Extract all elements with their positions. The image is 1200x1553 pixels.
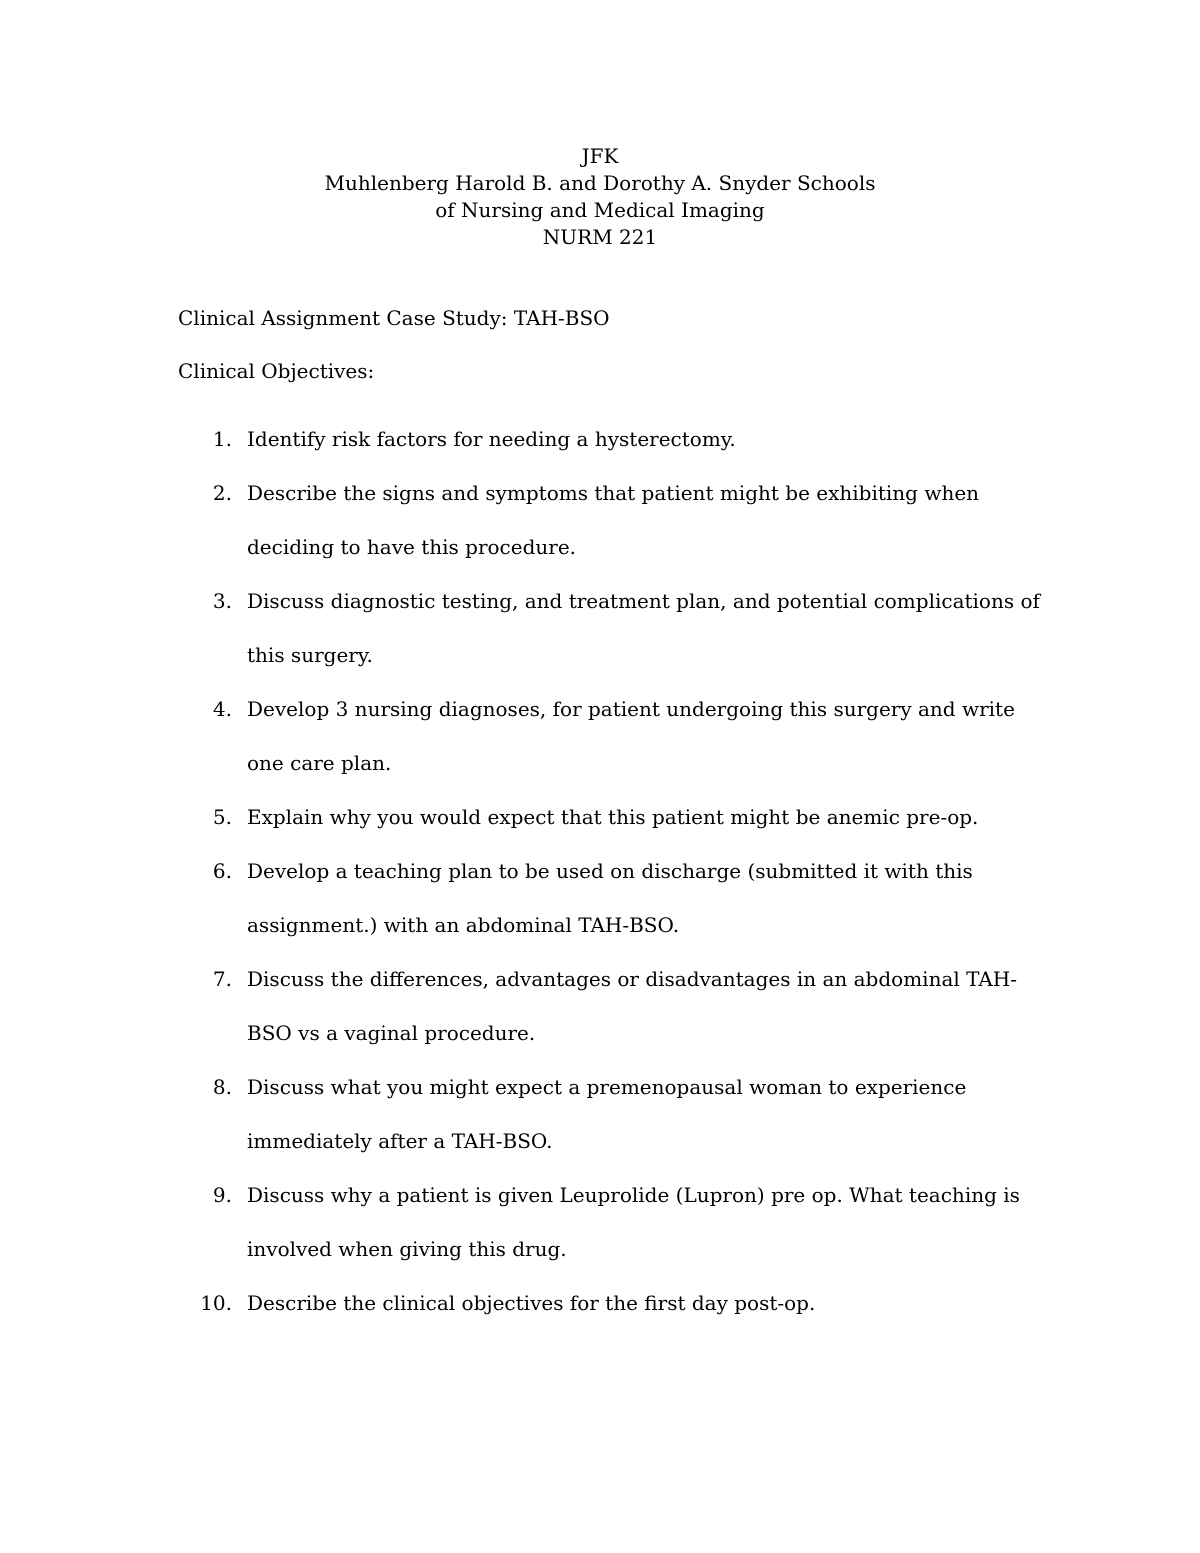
objective-item [178,790,1038,844]
objective-line: one care plan. [247,751,392,775]
objective-item [178,1168,1038,1276]
objective-item [178,952,1038,1060]
objective-line: involved when giving this drug. [247,1237,567,1261]
objective-item [178,1276,1038,1330]
objective-number: 9. [212,1183,232,1207]
objective-item [178,682,1038,790]
objective-line: this surgery. [247,643,373,667]
objective-line: Describe the clinical objectives for the first day post-op. [247,1291,816,1315]
objective-line: deciding to have this procedure. [247,535,577,559]
objective-line: Discuss what you might expect a premenopausal woman to experience [247,1075,967,1099]
objective-number: 10. [200,1291,232,1315]
objectives-heading: Clinical Objectives: [178,359,375,383]
objective-number: 8. [212,1075,232,1099]
header-course-code: NURM 221 [542,225,658,249]
objectives-list [178,412,1038,1330]
objective-item [178,466,1038,574]
objective-line: BSO vs a vaginal procedure. [247,1021,536,1045]
objective-number: 1. [212,427,232,451]
objective-number: 5. [212,805,232,829]
objective-number: 2. [212,481,232,505]
header-school-department: of Nursing and Medical Imaging [435,198,765,222]
header-institution: JFK [581,144,619,168]
objective-line: Identify risk factors for needing a hysterectomy. [247,427,736,451]
objective-line: assignment.) with an abdominal TAH-BSO. [247,913,680,937]
objective-line: Describe the signs and symptoms that patient might be exhibiting when [247,481,980,505]
objective-line: Develop a teaching plan to be used on discharge (submitted it with this [247,859,973,883]
objective-number: 3. [212,589,232,613]
header-school-name: Muhlenberg Harold B. and Dorothy A. Snyder Schools [324,171,876,195]
objective-line: Discuss diagnostic testing, and treatment plan, and potential complications of [247,589,1040,613]
objective-item [178,844,1038,952]
objective-item [178,574,1038,682]
objective-line: Develop 3 nursing diagnoses, for patient undergoing this surgery and write [247,697,1015,721]
objective-number: 6. [212,859,232,883]
assignment-title: Clinical Assignment Case Study: TAH-BSO [178,306,610,330]
objective-line: Explain why you would expect that this patient might be anemic pre-op. [247,805,979,829]
objective-line: immediately after a TAH-BSO. [247,1129,553,1153]
objective-number: 7. [212,967,232,991]
objective-line: Discuss the differences, advantages or disadvantages in an abdominal TAH- [247,967,1018,991]
document-header [0,143,1200,251]
objective-item [178,412,1038,466]
objective-number: 4. [212,697,232,721]
objective-line: Discuss why a patient is given Leuprolide (Lupron) pre op. What teaching is [247,1183,1020,1207]
objective-item [178,1060,1038,1168]
